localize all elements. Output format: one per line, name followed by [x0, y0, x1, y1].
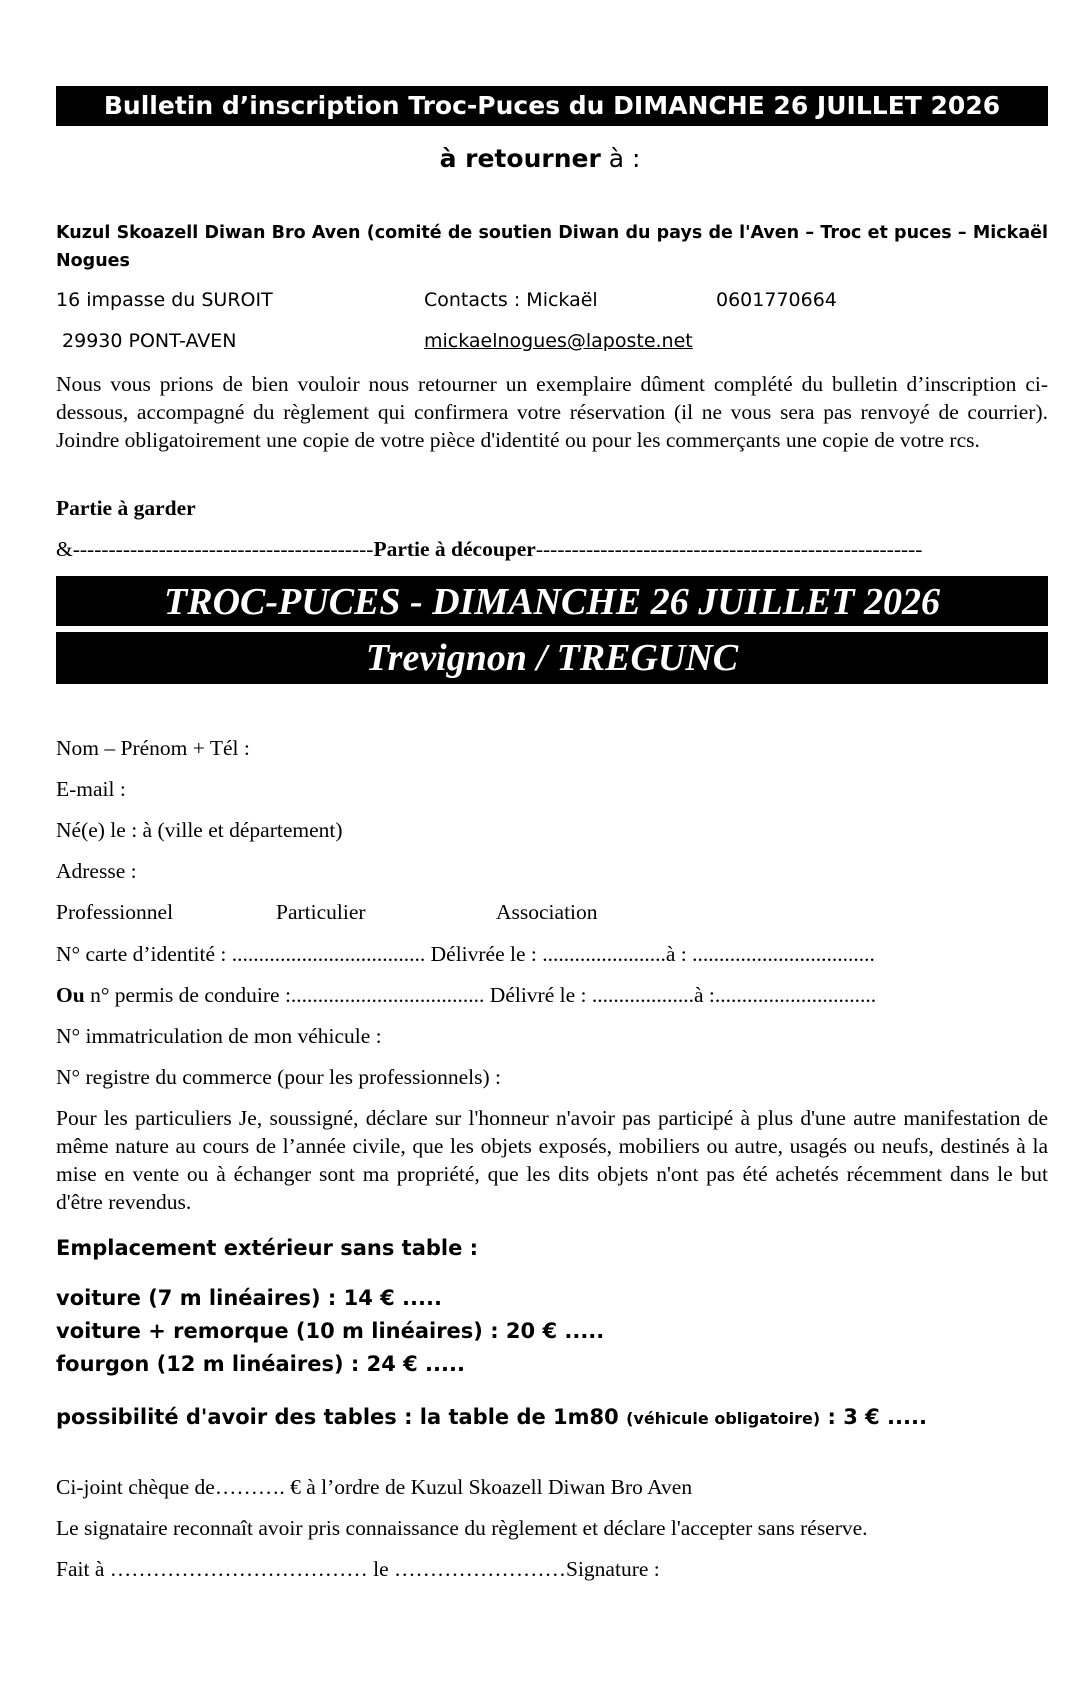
cut-line	[56, 537, 922, 562]
name-phone-field[interactable]: Nom – Prénom + Tél :	[56, 736, 250, 760]
cut-line-right: ------------------------------------------------------	[535, 537, 923, 561]
return-to-bold: à retourner	[439, 144, 601, 173]
return-to-heading	[0, 144, 1080, 173]
pricing-heading: Emplacement extérieur sans table :	[56, 1236, 479, 1260]
return-to-rest: à :	[600, 144, 641, 173]
email-field[interactable]: E-mail :	[56, 777, 126, 801]
id-card-field[interactable]: N° carte d’identité : .................................... Délivrée le : .......................à : ..................................	[56, 942, 875, 966]
intro-paragraph: Nous vous prions de bien vouloir nous retourner un exemplaire dûment complété du bulletin d’inscription ci-dessous, accompagné du règlement qui confirmera votre réservation (il ne vous sera pas renvoyé de courrier). Joindre obligatoirement une copie de votre pièce d'identité ou pour les commerçants une copie de votre rcs.	[56, 372, 1048, 452]
declaration-paragraph: Pour les particuliers Je, soussigné, déclare sur l'honneur n'avoir pas participé à plus d'une autre manifestation de même nature au cours de l’année civile, que les objets exposés, mobiliers ou autre, usagés ou neufs, destinés à la mise en vente ou à échanger sont ma propriété, que les dits objets n'ont pas été achetés récemment dans le but d'être revendus.	[56, 1106, 1048, 1214]
organizer-street: 16 impasse du SUROIT	[56, 289, 273, 311]
keep-part-label: Partie à garder	[56, 496, 196, 520]
price-car-trailer[interactable]: voiture + remorque (10 m linéaires) : 20 € .....	[56, 1319, 605, 1343]
price-van[interactable]: fourgon (12 m linéaires) : 24 € .....	[56, 1352, 465, 1376]
cheque-line[interactable]: Ci-joint chèque de………. € à l’ordre de Kuzul Skoazell Diwan Bro Aven	[56, 1475, 693, 1499]
price-tables[interactable]	[56, 1405, 927, 1429]
tables-note: (véhicule obligatoire)	[626, 1409, 821, 1428]
event-title-banner: TROC-PUCES - DIMANCHE 26 JUILLET 2026	[56, 576, 1048, 626]
organizer-email-link[interactable]: mickaelnogues@laposte.net	[424, 330, 693, 352]
cut-line-left: &------------------------------------------	[56, 537, 374, 561]
event-location-banner: Trevignon / TREGUNC	[56, 632, 1048, 684]
tables-main-text: possibilité d'avoir des tables : la table de 1m80	[56, 1405, 627, 1429]
price-car[interactable]: voiture (7 m linéaires) : 14 € .....	[56, 1286, 442, 1310]
license-field-text: n° permis de conduire :.................................... Délivré le : ...................à :..............................	[84, 983, 877, 1007]
organizer-name: Kuzul Skoazell Diwan Bro Aven (comité de soutien Diwan du pays de l'Aven – Troc et puces – Mickaël Nogues	[56, 223, 1048, 271]
tables-price: : 3 € .....	[820, 1405, 927, 1429]
type-association-option[interactable]: Association	[496, 900, 598, 924]
address-field[interactable]: Adresse :	[56, 859, 137, 883]
signature-line[interactable]: Fait à ……………………………… le ……………………Signature :	[56, 1557, 660, 1581]
trade-registry-field[interactable]: N° registre du commerce (pour les professionnels) :	[56, 1065, 502, 1089]
organizer-phone: 0601770664	[716, 289, 837, 311]
vehicle-plate-field[interactable]: N° immatriculation de mon véhicule :	[56, 1024, 382, 1048]
acceptance-line: Le signataire reconnaît avoir pris connaissance du règlement et déclare l'accepter sans réserve.	[56, 1516, 868, 1540]
type-professional-option[interactable]: Professionnel	[56, 900, 174, 924]
type-individual-option[interactable]: Particulier	[276, 900, 366, 924]
form-header-banner: Bulletin d’inscription Troc-Puces du DIMANCHE 26 JUILLET 2026	[56, 86, 1048, 126]
organizer-contacts: Contacts : Mickaël	[424, 289, 598, 311]
birth-field[interactable]: Né(e) le : à (ville et département)	[56, 818, 343, 842]
organizer-city: 29930 PONT-AVEN	[56, 330, 237, 352]
license-or-label: Ou	[56, 983, 85, 1007]
driving-license-field[interactable]	[56, 983, 876, 1008]
cut-line-label: Partie à découper	[373, 537, 536, 561]
